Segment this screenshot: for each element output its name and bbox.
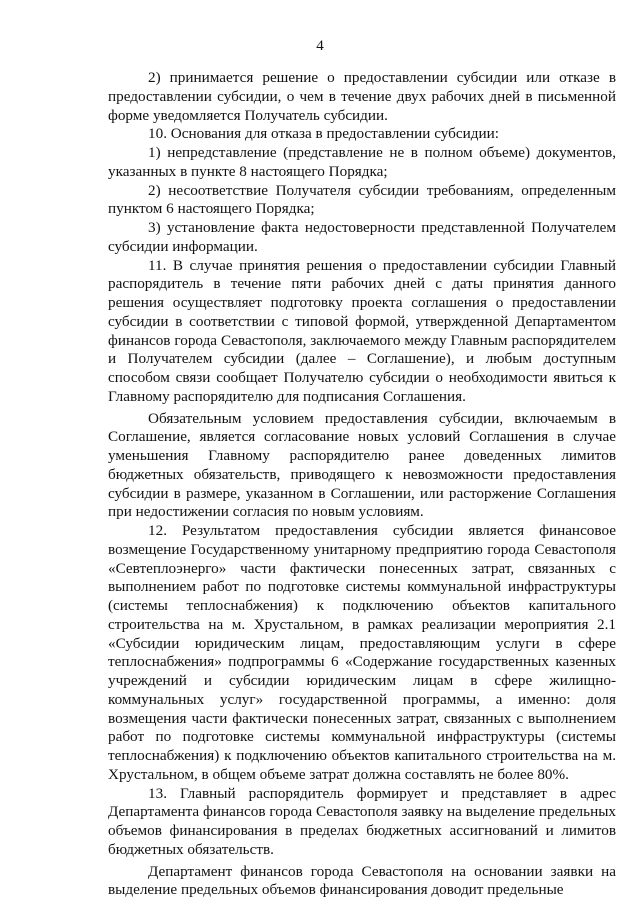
- document-body: [108, 69, 616, 900]
- page-number: 4: [316, 38, 324, 54]
- paragraph-12: 12. Результатом предоставления субсидии является финансовое возмещение Государственному унитарному предприятию города Севастополя «Севтеплоэнерго» части фактически понесенных затрат, связанных с выполнением работ по подготовке системы коммунальной инфраструктуры (системы теплоснабжения) к подключению объектов капитального строительства на м. Хрустальном, в рамках реализации мероприятия 2.1 «Субсидии юридическим лицам, предоставляющим услуги в сфере теплоснабжения» подпрограммы 6 «Содержание государственных казенных учреждений и субсидии юридическим лицам в сфере жилищно-коммунальных услуг» государственной программы, а именно: доля возмещения части фактически понесенных затрат, связанных с выполнением работ по подготовке системы коммунальной инфраструктуры (системы теплоснабжения) к подключению объектов капитального строительства на м. Хрустальном, в общем объеме затрат должна составлять не более 80%.: [108, 522, 616, 783]
- paragraph-10: 10. Основания для отказа в предоставлении субсидии:: [148, 125, 499, 143]
- paragraph-13: 13. Главный распорядитель формирует и представляет в адрес Департамента финансов города Севастополя заявку на выделение предельных объемов финансирования в пределах бюджетных ассигнований и лимитов бюджетных обязательств.: [108, 784, 616, 858]
- paragraph-11-condition: Обязательным условием предоставления субсидии, включаемым в Соглашение, является согласование новых условий Соглашения в случае уменьшения Главному распорядителю ранее доведенных лимитов бюджетных обязательств, приводящего к невозможности предоставления субсидии в размере, указанном в Соглашении, или расторжение Соглашения при недостижении согласия по новым условиям.: [108, 409, 616, 521]
- paragraph-10-2: 2) несоответствие Получателя субсидии требованиям, определенным пунктом 6 настоящего Порядка;: [108, 181, 616, 218]
- paragraph-10-1: 1) непредставление (представление не в полном объеме) документов, указанных в пункте 8 настоящего Порядка;: [108, 144, 616, 180]
- paragraph-11: 11. В случае принятия решения о предоставлении субсидии Главный распорядитель в течение пяти рабочих дней с даты принятия данного решения осуществляет подготовку проекта соглашения о предоставлении субсидии в соответствии с типовой формой, утвержденной Департаментом финансов города Севастополя, заключаемого между Главным распорядителем и Получателем субсидии (далее – Соглашение), и любым доступным способом связи сообщает Получателю субсидии о необходимости явиться к Главному распорядителю для подписания Соглашения.: [108, 256, 616, 405]
- paragraph-9-2: 2) принимается решение о предоставлении субсидии или отказе в предоставлении субсидии, о чем в течение двух рабочих дней в письменной форме уведомляется Получатель субсидии.: [108, 69, 616, 124]
- paragraph-13-department: Департамент финансов города Севастополя на основании заявки на выделение предельных объемов финансирования доводит предельные: [108, 862, 616, 899]
- paragraph-10-3: 3) установление факта недостоверности представленной Получателем субсидии информации.: [108, 219, 616, 255]
